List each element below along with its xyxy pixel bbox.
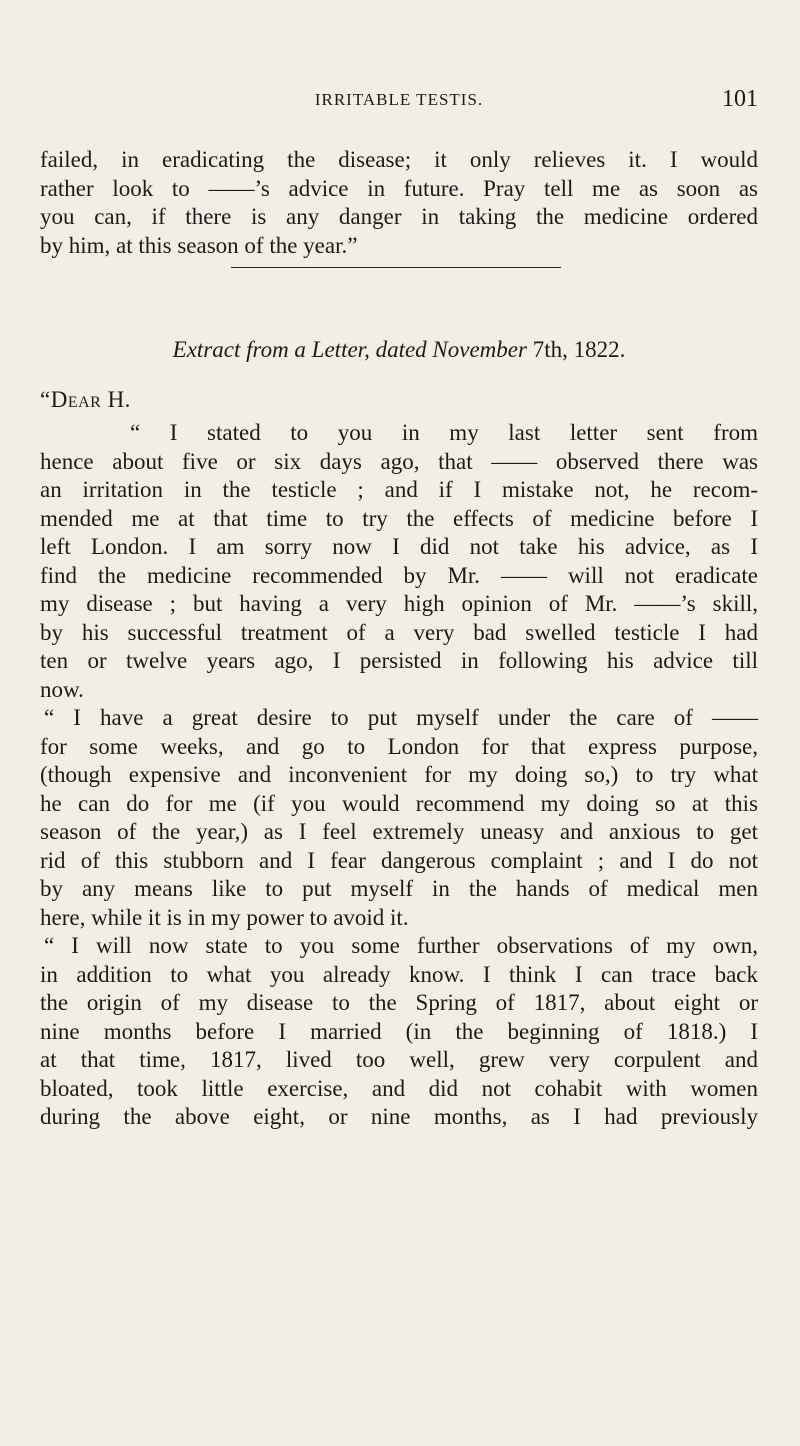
running-head: IRRITABLE TESTIS. [314,90,484,109]
text-line: “ I stated to you in my last letter sent from [130,420,758,445]
text-line: he can do for me (if you would recommend my doing so at this [40,790,758,816]
text-line: at that time, 1817, lived too well, grew very corpulent and [40,1047,758,1072]
text-line: in addition to what you already know. I think I can trace back [40,961,758,987]
text-line: you can, if there is any danger in taking the medicine ordered [40,204,758,229]
section-divider [231,267,561,268]
text-line: by him, at this season of the year.” [40,232,358,258]
text-line: bloated, took little exercise, and did not cohabit with women [40,1075,758,1101]
text-line: by any means like to put myself in the hands of medical men [40,876,758,901]
text-line: hence about five or six days ago, that —— observed there was [40,448,758,474]
text-line: mended me at that time to try the effects of medicine before I [40,505,758,531]
page-number: 101 [722,86,758,112]
extract-heading [40,337,758,363]
text-line: here, while it is in my power to avoid it. [40,904,409,930]
text-line: left London. I am sorry now I did not take his advice, as I [40,534,758,559]
text-line: rid of this stubborn and I fear dangerous complaint ; and I do not [40,847,758,873]
heading-date: 7th, 1822. [532,337,626,362]
text-line: failed, in eradicating the disease; it only relieves it. I would [40,147,758,172]
text-line: an irritation in the testicle ; and if I mistake not, he recom- [40,477,758,502]
letter-salutation: “Dear H. [40,387,131,412]
text-line: season of the year,) as I feel extremely uneasy and anxious to get [40,819,758,844]
text-line: for some weeks, and go to London for that express purpose, [40,733,758,759]
text-line: “ I will now state to you some further observations of my own, [44,933,758,958]
text-line: the origin of my disease to the Spring of 1817, about eight or [40,990,758,1015]
page-header [40,86,758,118]
text-line: by his successful treatment of a very bad swelled testicle I had [40,619,758,645]
text-line: my disease ; but having a very high opinion of Mr. ——’s skill, [40,591,758,616]
text-line: during the above eight, or nine months, as I had previously [40,1104,758,1129]
text-line: “ I have a great desire to put myself under the care of —— [44,705,758,730]
text-line: rather look to ——’s advice in future. Pray tell me as soon as [40,175,758,201]
text-line: find the medicine recommended by Mr. —— will not eradicate [40,562,758,588]
text-line: nine months before I married (in the beginning of 1818.) I [40,1018,758,1044]
heading-italic: Extract from a Letter, dated November [172,337,527,362]
text-line: ten or twelve years ago, I persisted in following his advice till [40,648,758,673]
letter-body [40,419,758,1132]
paragraph-continued [40,146,758,260]
text-line: now. [40,676,84,702]
text-line: (though expensive and inconvenient for my doing so,) to try what [40,762,758,787]
